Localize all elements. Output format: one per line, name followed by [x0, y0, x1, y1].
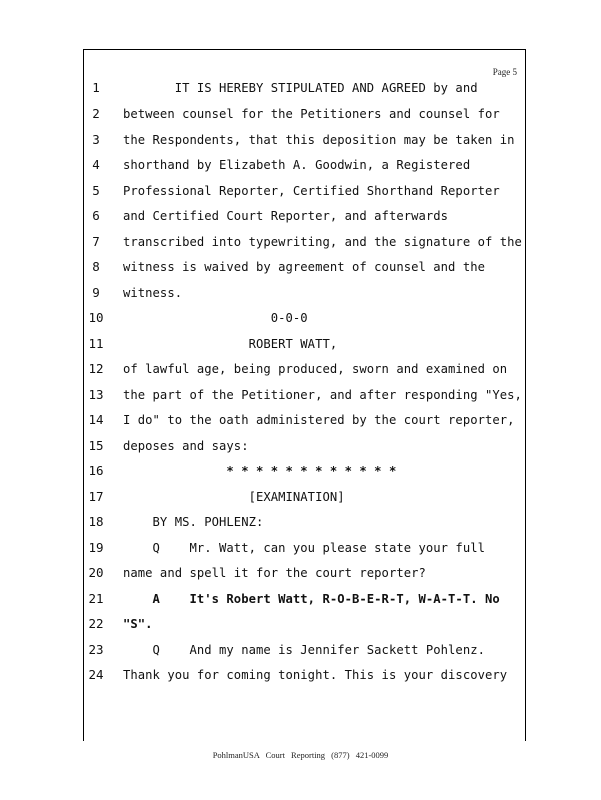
- line-number: 9: [92, 285, 100, 300]
- transcript-line: * * * * * * * * * * * *: [123, 464, 397, 478]
- transcript-line: the part of the Petitioner, and after responding "Yes,: [123, 388, 522, 402]
- line-number: 17: [88, 489, 104, 504]
- transcript-line: shorthand by Elizabeth A. Goodwin, a Registered: [123, 158, 471, 172]
- transcript-line: Thank you for coming tonight. This is your discovery: [123, 668, 508, 682]
- transcript-line: transcribed into typewriting, and the signature of the: [123, 235, 522, 249]
- transcript-line: I do" to the oath administered by the court reporter,: [123, 413, 515, 427]
- line-number: 19: [88, 540, 104, 555]
- transcript-line: A It's Robert Watt, R-O-B-E-R-T, W-A-T-T. No: [123, 592, 500, 606]
- line-number: 13: [88, 387, 104, 402]
- line-number: 23: [88, 642, 104, 657]
- transcript-line: Professional Reporter, Certified Shorthand Reporter: [123, 184, 500, 198]
- transcript-line: [EXAMINATION]: [123, 490, 345, 504]
- transcript-line: 0-0-0: [123, 311, 308, 325]
- transcript-line: Q Mr. Watt, can you please state your full: [123, 541, 485, 555]
- line-number: 24: [88, 667, 104, 682]
- line-number: 21: [88, 591, 104, 606]
- transcript-line: IT IS HEREBY STIPULATED AND AGREED by and: [123, 81, 478, 95]
- line-number: 22: [88, 616, 104, 631]
- line-number: 18: [88, 514, 104, 529]
- line-number: 15: [88, 438, 104, 453]
- transcript-line: Q And my name is Jennifer Sackett Pohlenz.: [123, 643, 485, 657]
- line-number: 16: [88, 463, 104, 478]
- transcript-line: and Certified Court Reporter, and afterwards: [123, 209, 449, 223]
- transcript-line: of lawful age, being produced, sworn and examined on: [123, 362, 508, 376]
- line-number: 3: [92, 132, 100, 147]
- line-number: 7: [92, 234, 100, 249]
- line-number: 20: [88, 565, 104, 580]
- line-number: 2: [92, 106, 100, 121]
- transcript-line: ROBERT WATT,: [123, 337, 338, 351]
- transcript-line: name and spell it for the court reporter?: [123, 566, 426, 580]
- line-number: 10: [88, 310, 104, 325]
- line-number: 4: [92, 157, 100, 172]
- transcript-line: "S".: [123, 617, 153, 631]
- transcript-line: deposes and says:: [123, 439, 249, 453]
- page-number: Page 5: [492, 67, 517, 77]
- line-number: 6: [92, 208, 100, 223]
- line-number: 12: [88, 361, 104, 376]
- transcript-line: witness.: [123, 286, 183, 300]
- line-number: 8: [92, 259, 100, 274]
- line-number: 1: [92, 80, 100, 95]
- transcript-line: the Respondents, that this deposition may be taken in: [123, 133, 515, 147]
- transcript-line: between counsel for the Petitioners and counsel for: [123, 107, 500, 121]
- transcript-line: BY MS. POHLENZ:: [123, 515, 264, 529]
- line-number: 14: [88, 412, 104, 427]
- transcript-line: witness is waived by agreement of counsel and the: [123, 260, 485, 274]
- page-footer: PohlmanUSA Court Reporting (877) 421-0099: [212, 750, 389, 760]
- line-number: 5: [92, 183, 100, 198]
- line-number: 11: [88, 336, 104, 351]
